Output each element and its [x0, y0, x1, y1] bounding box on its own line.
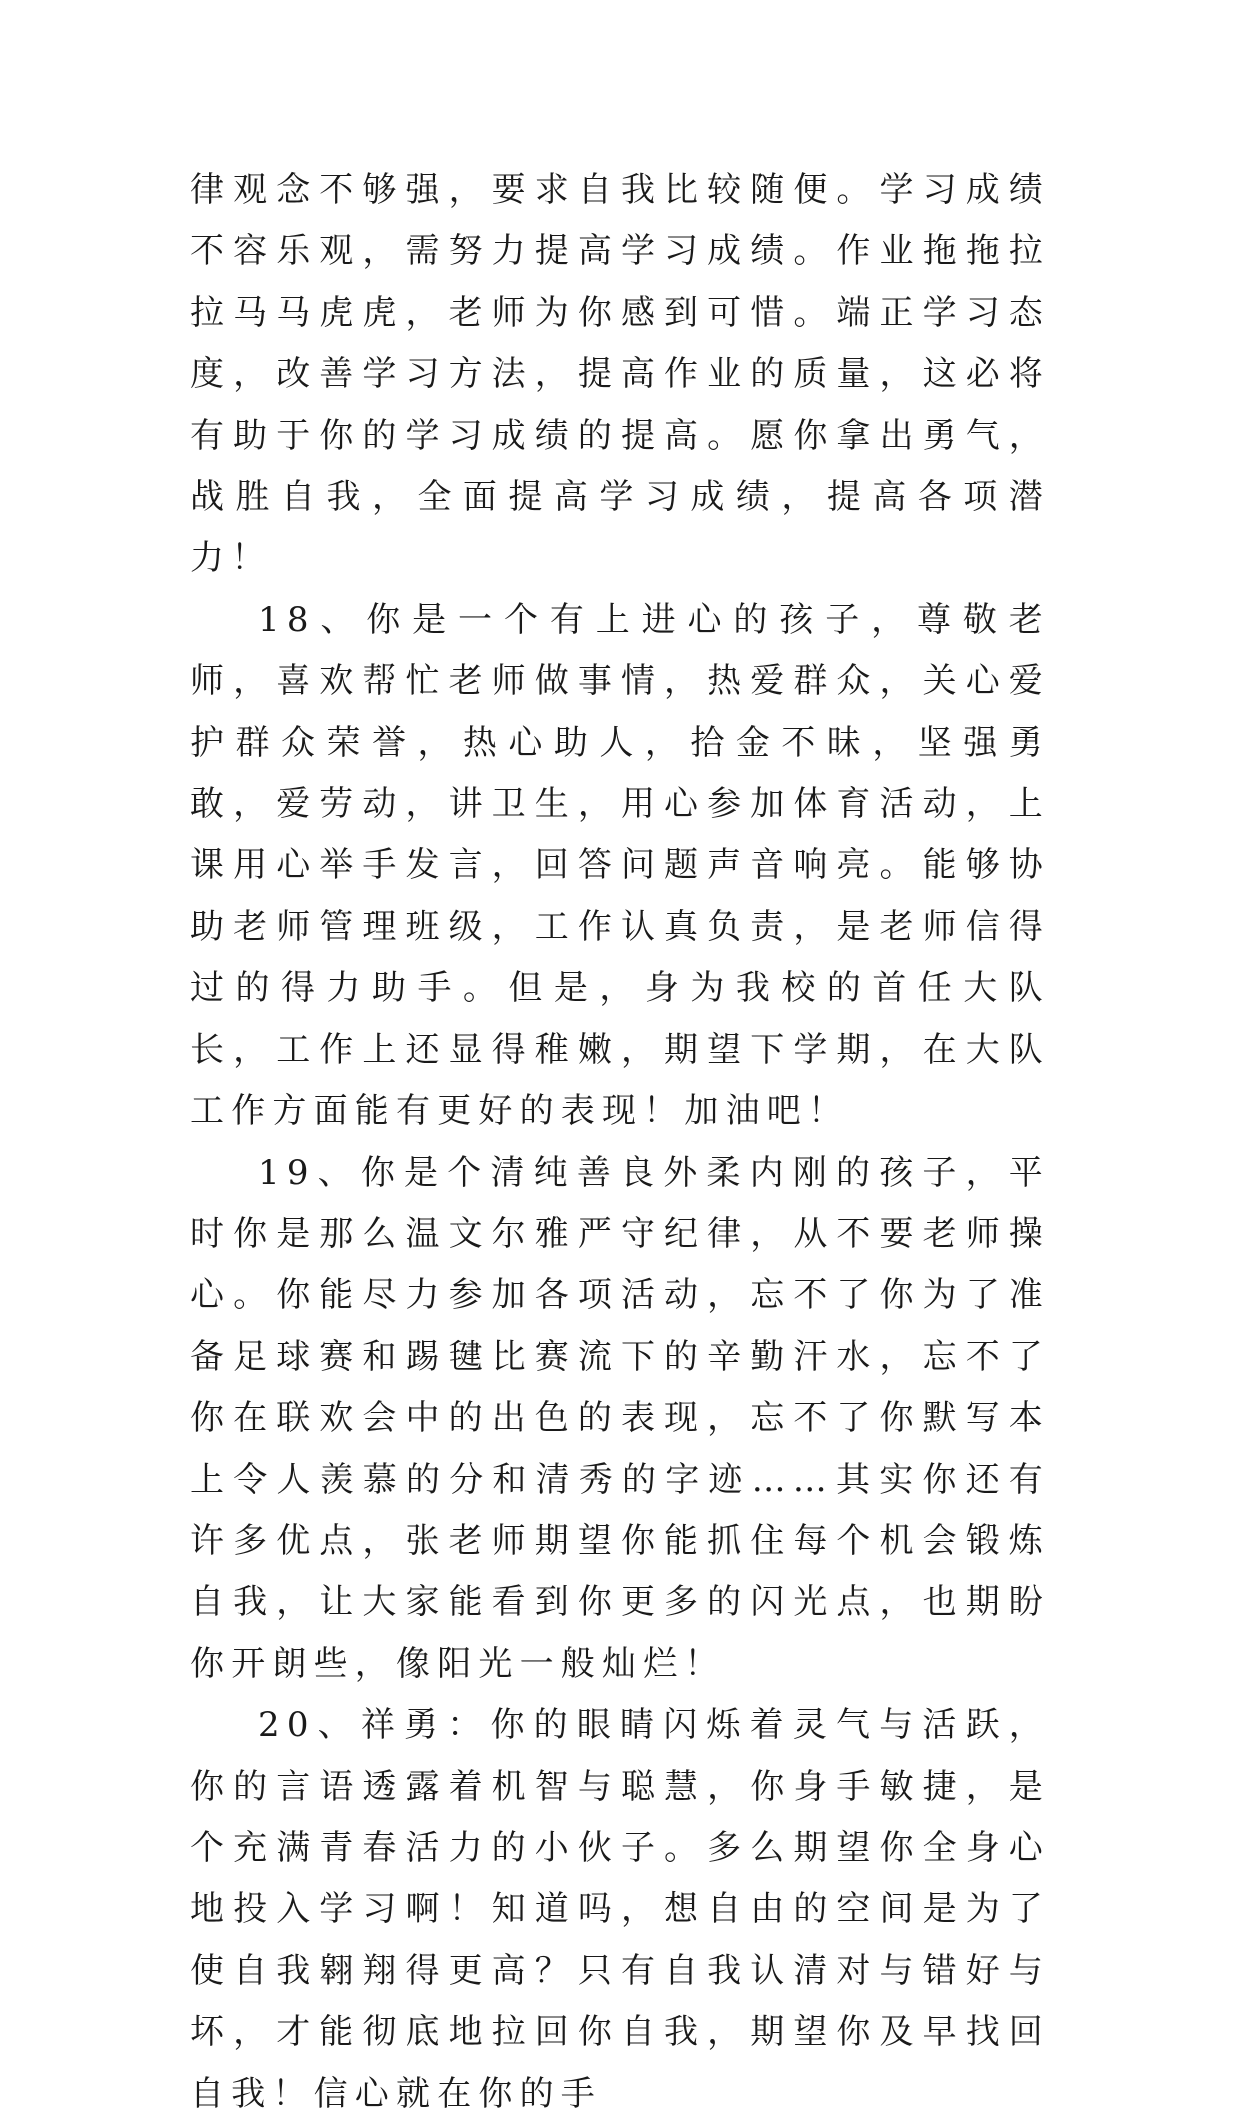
paragraph-18: 18、你是一个有上进心的孩子，尊敬老师，喜欢帮忙老师做事情，热爱群众，关心爱护群众荣誉，热心助人，拾金不昧，坚强勇敢，爱劳动，讲卫生，用心参加体育活动，上课用心举手发言，回答问题声音响亮。能够协助老师管理班级，工作认真负责，是老师信得过的得力助手。但是，身为我校的首任大队长，工作上还显得稚嫩，期望下学期，在大队工作方面能有更好的表现！加油吧！	[190, 599, 1050, 1132]
paragraph-continued: 律观念不够强，要求自我比较随便。学习成绩不容乐观，需努力提高学习成绩。作业拖拖拉拉马马虎虎，老师为你感到可惜。端正学习态度，改善学习方法，提高作业的质量，这必将有助于你的学习成绩的提高。愿你拿出勇气，战胜自我，全面提高学习成绩，提高各项潜力！	[190, 170, 1050, 579]
paragraph-20: 20、祥勇：你的眼睛闪烁着灵气与活跃，你的言语透露着机智与聪慧，你身手敏捷，是个充满青春活力的小伙子。多么期望你全身心地投入学习啊！知道吗，想自由的空间是为了使自我翱翔得更高？只有自我认清对与错好与坏，才能彻底地拉回你自我，期望你及早找回自我！信心就在你的手	[190, 1705, 1050, 2114]
document-body	[190, 160, 1050, 2125]
paragraph-19: 19、你是个清纯善良外柔内刚的孩子，平时你是那么温文尔雅严守纪律，从不要老师操心。你能尽力参加各项活动，忘不了你为了准备足球赛和踢毽比赛流下的辛勤汗水，忘不了你在联欢会中的出色的表现，忘不了你默写本上令人羡慕的分和清秀的字迹……其实你还有许多优点，张老师期望你能抓住每个机会锻炼自我，让大家能看到你更多的闪光点，也期盼你开朗些，像阳光一般灿烂！	[190, 1152, 1050, 1684]
